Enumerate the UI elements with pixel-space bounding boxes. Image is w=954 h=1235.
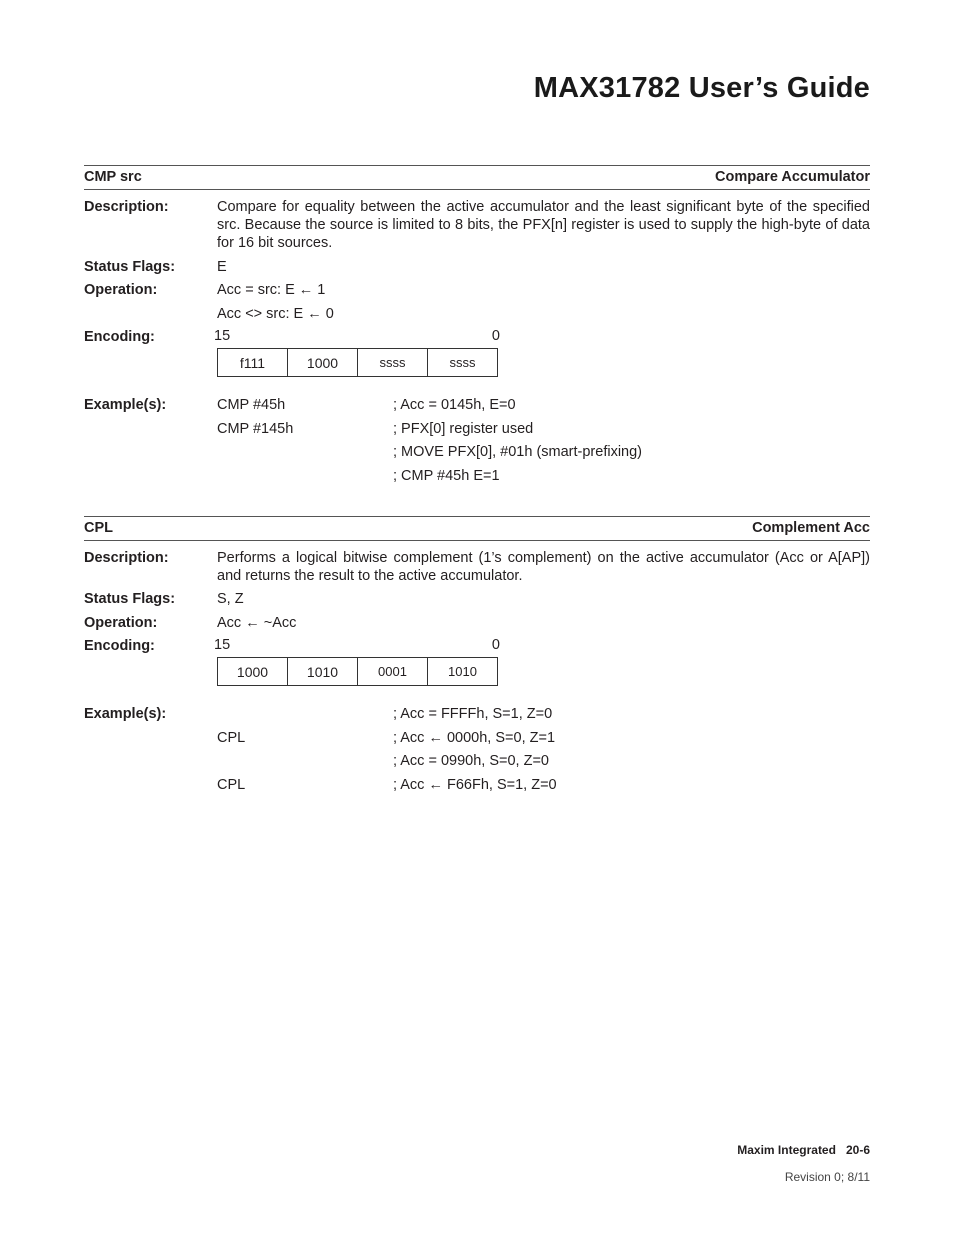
cmp-examples-label: Example(s): bbox=[84, 397, 167, 413]
cmp-example-comment: ; MOVE PFX[0], #01h (smart-prefixing) bbox=[393, 444, 642, 460]
cmp-status-value: E bbox=[217, 259, 227, 275]
cpl-description-label: Description: bbox=[84, 550, 169, 566]
cmp-status-label: Status Flags: bbox=[84, 259, 176, 275]
cpl-status-value: S, Z bbox=[217, 591, 244, 607]
cpl-example-code: CPL bbox=[217, 777, 246, 793]
cpl-section-header bbox=[84, 516, 870, 541]
cpl-encoding-cell: 1010 bbox=[288, 658, 358, 685]
cpl-description-text: Performs a logical bitwise complement (1’s complement) on the active accumulator (Acc or A[AP]) and returns the result to the active accumulator. bbox=[217, 550, 870, 584]
cmp-operation-line-1: Acc = src: E ← 1 bbox=[217, 282, 326, 298]
cpl-example-comment: ; Acc ← F66Fh, S=1, Z=0 bbox=[393, 777, 557, 793]
cmp-bit-high: 15 bbox=[214, 328, 231, 344]
cmp-description-label: Description: bbox=[84, 199, 169, 215]
footer-page-number: 20-6 bbox=[845, 1143, 870, 1157]
cmp-encoding-cell: 1000 bbox=[288, 349, 358, 376]
footer-revision: Revision 0; 8/11 bbox=[784, 1170, 870, 1184]
cpl-encoding-cell: 1010 bbox=[448, 664, 477, 679]
footer-company: Maxim Integrated bbox=[737, 1143, 836, 1157]
cpl-example-code: CPL bbox=[217, 730, 246, 746]
cpl-example-comment: ; Acc = 0990h, S=0, Z=0 bbox=[393, 753, 549, 769]
footer-brand bbox=[737, 1143, 870, 1157]
cmp-encoding-cell: ssss bbox=[449, 355, 476, 370]
cmp-mnemonic: CMP src bbox=[84, 169, 142, 185]
cmp-example-comment: ; PFX[0] register used bbox=[393, 421, 534, 437]
cmp-section-header bbox=[84, 165, 870, 190]
cmp-bit-low: 0 bbox=[491, 328, 500, 344]
cpl-encoding-cell: 0001 bbox=[358, 658, 428, 685]
cmp-encoding-label: Encoding: bbox=[84, 329, 155, 345]
cmp-section bbox=[84, 165, 870, 484]
cpl-instruction-name: Complement Acc bbox=[752, 520, 870, 536]
cmp-example-comment: ; CMP #45h E=1 bbox=[393, 468, 500, 484]
cmp-operation-label: Operation: bbox=[84, 282, 158, 298]
cpl-operation-label: Operation: bbox=[84, 615, 158, 631]
cmp-encoding-cell: ssss bbox=[358, 349, 428, 376]
cpl-encoding-table bbox=[217, 657, 498, 686]
cpl-operation-line-1: Acc ← ~Acc bbox=[217, 615, 297, 631]
cpl-bit-range bbox=[214, 637, 500, 655]
cpl-bit-high: 15 bbox=[214, 637, 231, 653]
cmp-example-code: CMP #145h bbox=[217, 421, 294, 437]
cmp-example-code: CMP #45h bbox=[217, 397, 286, 413]
cpl-status-label: Status Flags: bbox=[84, 591, 176, 607]
cmp-instruction-name: Compare Accumulator bbox=[715, 169, 870, 185]
cmp-bit-range bbox=[214, 328, 500, 346]
cpl-example-comment: ; Acc = FFFFh, S=1, Z=0 bbox=[393, 706, 553, 722]
cpl-example-comment: ; Acc ← 0000h, S=0, Z=1 bbox=[393, 730, 556, 746]
cpl-encoding-cell: 1000 bbox=[218, 658, 288, 685]
cpl-examples-label: Example(s): bbox=[84, 706, 167, 722]
cpl-bit-low: 0 bbox=[491, 637, 500, 653]
cpl-mnemonic: CPL bbox=[84, 520, 113, 536]
cmp-encoding-cell: f111 bbox=[218, 349, 288, 376]
cpl-section bbox=[84, 516, 870, 793]
page-title: MAX31782 User’s Guide bbox=[533, 72, 870, 104]
cpl-encoding-label: Encoding: bbox=[84, 638, 155, 654]
cmp-example-comment: ; Acc = 0145h, E=0 bbox=[393, 397, 516, 413]
cmp-description-text: Compare for equality between the active accumulator and the least significant byte of the specified src. Because the source is limited to 8 bits, the PFX[n] register is used to supply the high-byte of data for 16 bit sources. bbox=[217, 199, 870, 251]
cmp-encoding-table bbox=[217, 348, 498, 377]
cmp-operation-line-2: Acc <> src: E ← 0 bbox=[217, 306, 334, 322]
